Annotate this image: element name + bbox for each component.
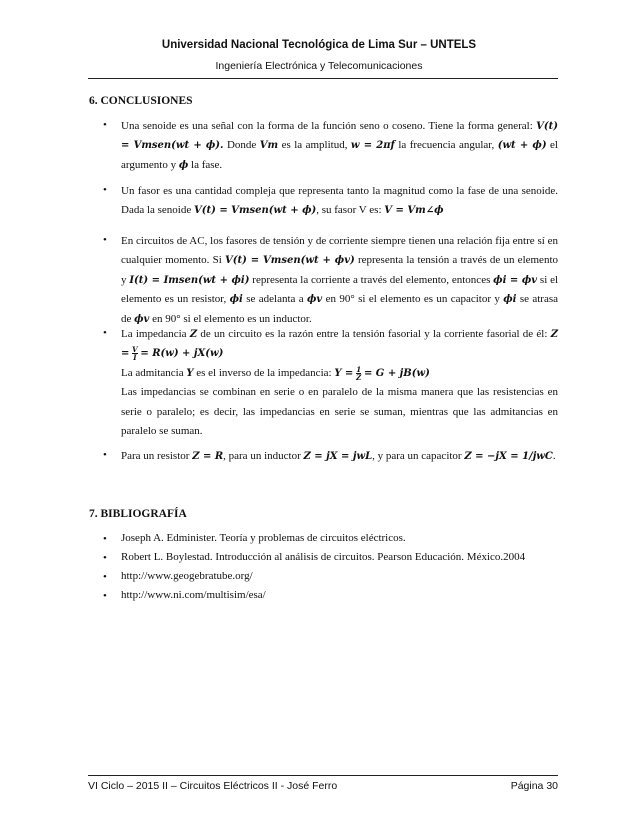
fraction-one-over-z: $\frac{1}{Z}$	[356, 364, 362, 382]
section-bibliografia-title: 7. BIBLIOGRAFÍA	[89, 508, 187, 520]
bullet-marker: •	[103, 590, 107, 602]
footer-rule	[88, 775, 558, 776]
bullet-marker: •	[103, 119, 107, 131]
conclusion-elementos: Para un resistor Z = R, para un inductor Z = jX = jwL, y para un capacitor Z = −jX = 1/jwC.	[121, 450, 556, 462]
reference-link[interactable]: http://www.ni.com/multisim/esa/	[121, 589, 266, 601]
reference-item: Robert L. Boylestad. Introducción al análisis de circuitos. Pearson Educación. México.2004	[121, 551, 526, 563]
bullet-marker: •	[103, 184, 107, 196]
bullet-marker: •	[103, 449, 107, 461]
conclusion-fasor: Un fasor es una cantidad compleja que representa tanto la magnitud como la fase de una senoide. Dada la senoide V(t) = Vmsen(wt + ϕ), su fasor V es: V = Vm∠ϕ	[121, 185, 558, 217]
footer-page-number: Página 30	[510, 780, 558, 792]
conclusion-senoide: Una senoide es una señal con la forma de la función seno o coseno. Tiene la forma general: V(t) = Vmsen(wt + ϕ). Donde Vm es la amplitud, w = 2πf la frecuencia angular, (wt + ϕ) el argumento y ϕ la fase.	[121, 120, 558, 171]
bullet-marker: •	[103, 234, 107, 246]
fraction-v-over-i: $\frac{V}{I}$	[132, 345, 138, 363]
reference-item: Joseph A. Edminister. Teoría y problemas de circuitos eléctricos.	[121, 532, 406, 544]
reference-link[interactable]: http://www.geogebratube.org/	[121, 570, 253, 582]
header-rule	[88, 78, 558, 79]
bullet-marker: •	[103, 552, 107, 564]
bullet-marker: •	[103, 533, 107, 545]
header-university: Universidad Nacional Tecnológica de Lima Sur – UNTELS	[161, 39, 477, 51]
header-department: Ingeniería Electrónica y Telecomunicaciones	[215, 60, 423, 72]
bullet-marker: •	[103, 571, 107, 583]
footer-course: VI Ciclo – 2015 II – Circuitos Eléctricos II - José Ferro	[88, 780, 338, 792]
conclusion-circuitos-ac: En circuitos de AC, los fasores de tensión y de corriente siempre tienen una relación fija entre sí en cualquier momento. Si V(t) = Vmsen(wt + ϕv) representa la tensión a través de un elemento y I(t) = Imsen(wt + ϕi) representa la corriente a través del elemento, entonces ϕi = ϕv si el elemento es un resistor, ϕi se adelanta a ϕv en 90° si el elemento es un capacitor y ϕi se atrasa de ϕv en 90° si el elemento es un inductor.	[121, 235, 559, 325]
section-conclusiones-title: 6. CONCLUSIONES	[89, 95, 193, 107]
conclusion-impedancia: La impedancia Z de un circuito es la razón entre la tensión fasorial y la corriente fasorial de él: Z = $\frac{V}{I}$ = R(w) + jX(w) La admitancia Y es el inverso de la impedancia: Y = $\frac{1}{Z}$ = G + jB(w) Las impedancias se combinan en serie o en paralelo de la misma manera que las resistencias en serie o paralelo; es decir, las impedancias en serie se suman, mientras que las admitancias en paralelo se suman.	[121, 328, 558, 438]
bullet-marker: •	[103, 327, 107, 339]
